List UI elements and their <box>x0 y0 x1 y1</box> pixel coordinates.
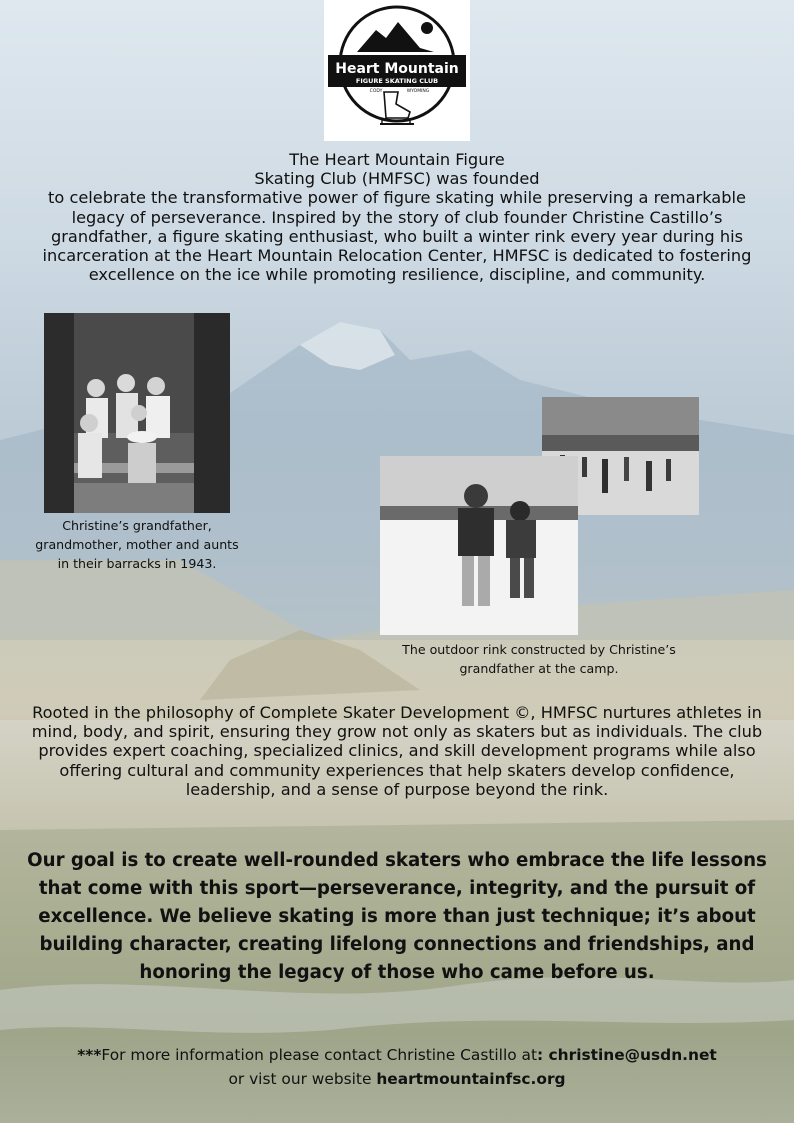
logo-subtitle: FIGURE SKATING CLUB <box>355 77 439 85</box>
logo-title: Heart Mountain <box>335 61 459 77</box>
philosophy-paragraph: Rooted in the philosophy of Complete Skater Development ©, HMFSC nurtures athletes in mind, body, and spirit, ensuring they grow not only as skaters but as individuals. The club provides expert coaching, specialized clinics, and skill development programs while also offering cultural and community experiences that help skaters develop confidence, leadership, and a sense of purpose beyond the rink. <box>31 703 763 799</box>
intro-body: to celebrate the transformative power of figure skating while preserving a remarkable legacy of perseverance. Inspired by the story of club founder Christine Castillo’s grandfather, a figure skating enthusiast, who built a winter rink every year during his incarceration at the Heart Mountain Relocation Center, HMFSC is dedicated to fostering excellence on the ice while promoting resilience, discipline, and community. <box>42 188 752 285</box>
contact-stars: *** <box>77 1046 102 1064</box>
website-link[interactable]: heartmountainfsc.org <box>376 1070 566 1088</box>
logo-location-right: WYOMING <box>406 89 430 94</box>
website-prefix: or vist our website <box>228 1070 377 1088</box>
contact-email[interactable]: christine@usdn.net <box>548 1046 717 1064</box>
family-photo-caption: Christine’s grandfather, grandmother, mother and aunts in their barracks in 1943. <box>35 518 239 571</box>
contact-info <box>14 1043 780 1091</box>
intro-line-2: Skating Club (HMFSC) was founded <box>254 169 540 189</box>
logo-location-left: CODY <box>369 89 383 94</box>
family-barracks-photo <box>44 313 230 513</box>
intro-line-1: The Heart Mountain Figure <box>289 150 505 169</box>
rink-photo-caption: The outdoor rink constructed by Christine’s grandfather at the camp. <box>402 642 676 676</box>
contact-prefix: For more information please contact Christine Castillo at <box>101 1046 538 1064</box>
goal-statement: Our goal is to create well-rounded skaters who embrace the life lessons that come with this sport—perseverance, integrity, and the pursuit of excellence. We believe skating is more than just technique; it’s about building character, creating lifelong connections and friendships, and honoring the legacy of those who came before us. <box>27 850 767 983</box>
contact-colon: : <box>537 1046 549 1064</box>
intro-paragraph <box>30 150 764 284</box>
rink-skaters-photo <box>380 456 578 635</box>
logo-graphic <box>324 0 470 141</box>
club-logo <box>324 0 470 141</box>
